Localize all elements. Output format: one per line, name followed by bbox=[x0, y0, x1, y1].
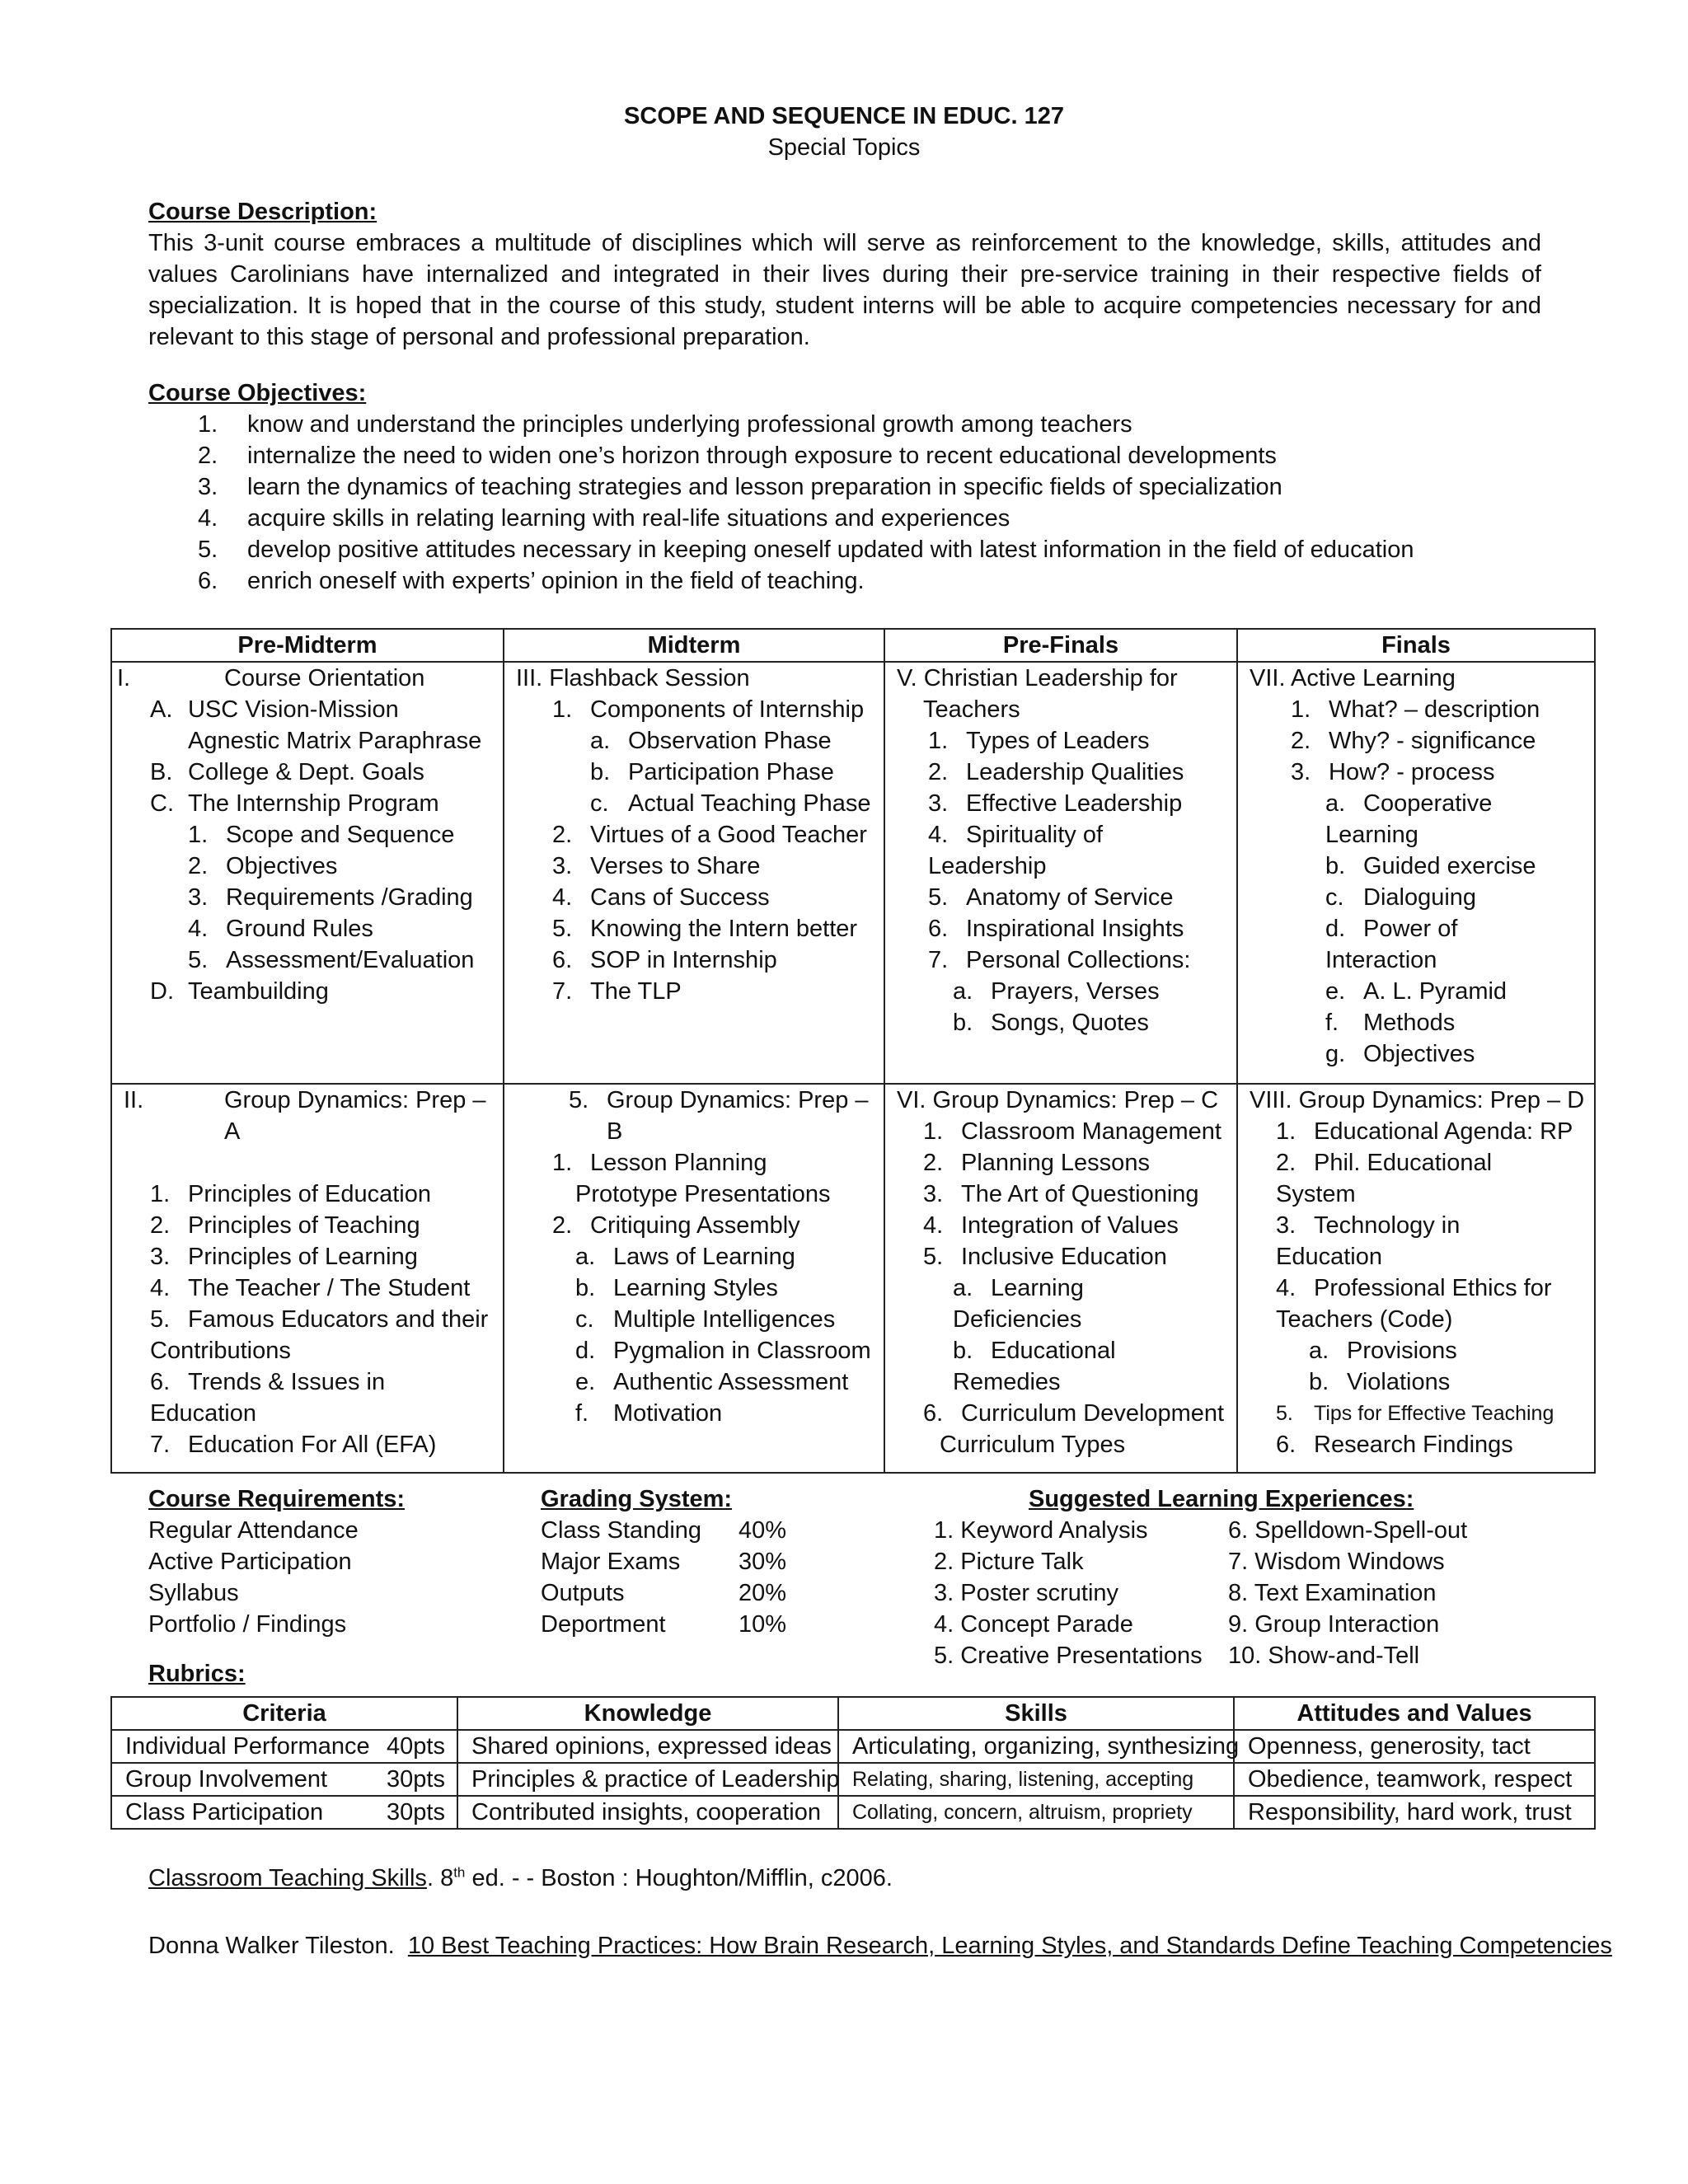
outline-item: 3. Principles of Learning bbox=[150, 1244, 418, 1270]
outline-item: 2. Objectives bbox=[188, 853, 338, 879]
rubric-knowledge: Principles & practice of Leadership bbox=[457, 1763, 838, 1796]
outline-item: Leadership bbox=[928, 853, 1047, 879]
experience-item: 1. Keyword Analysis bbox=[934, 1517, 1148, 1544]
outline-item: 6. Curriculum Development bbox=[923, 1400, 1225, 1427]
outline-item: System bbox=[1276, 1181, 1356, 1207]
outline-item: a. Cooperative bbox=[1325, 790, 1493, 817]
outline-item: 3. Verses to Share bbox=[552, 853, 761, 879]
outline-item: VII. Active Learning bbox=[1250, 665, 1456, 691]
outline-item: 3. Effective Leadership bbox=[928, 790, 1183, 817]
outline-item: 1. Lesson Planning bbox=[552, 1150, 767, 1176]
outline-item: Remedies bbox=[953, 1369, 1061, 1395]
requirement-item: Active Participation bbox=[148, 1549, 352, 1575]
rubric-skills: Articulating, organizing, synthesizing bbox=[838, 1730, 1234, 1763]
rubric-criteria: Individual Performance 40pts bbox=[111, 1730, 457, 1763]
course-objectives-heading: Course Objectives: bbox=[148, 380, 367, 406]
grading-label: Class Standing bbox=[541, 1517, 702, 1544]
outline-item: 4. Integration of Values bbox=[923, 1212, 1179, 1239]
outline-item: 2. Principles of Teaching bbox=[150, 1212, 420, 1239]
outline-item: 1. Types of Leaders bbox=[928, 728, 1150, 754]
grading-percent: 40% bbox=[738, 1517, 787, 1544]
outline-item: 1. Educational Agenda: RP bbox=[1276, 1118, 1573, 1145]
experience-item: 7. Wisdom Windows bbox=[1228, 1549, 1445, 1575]
requirement-item: Portfolio / Findings bbox=[148, 1611, 347, 1638]
grading-percent: 30% bbox=[738, 1549, 787, 1575]
outline-item: 5. Tips for Effective Teaching bbox=[1276, 1402, 1554, 1425]
outline-item: A bbox=[224, 1118, 241, 1145]
outline-item: 2. Critiquing Assembly bbox=[552, 1212, 800, 1239]
outline-item: a. Learning bbox=[953, 1275, 1084, 1301]
outline-item: 6. SOP in Internship bbox=[552, 947, 777, 973]
schedule-cell bbox=[1237, 662, 1595, 1084]
requirements-list bbox=[148, 1515, 359, 1640]
outline-item: 2. Why? - significance bbox=[1291, 728, 1536, 754]
reference-1-title: Classroom Teaching Skills bbox=[148, 1865, 427, 1891]
outline-item: Deficiencies bbox=[953, 1306, 1082, 1333]
schedule-cell bbox=[111, 1084, 504, 1473]
outline-item: D. Teambuilding bbox=[150, 978, 329, 1005]
rubric-knowledge: Shared opinions, expressed ideas bbox=[457, 1730, 838, 1763]
rubric-header-criteria: Criteria bbox=[111, 1697, 457, 1730]
outline-item: 6. Trends & Issues in bbox=[150, 1369, 386, 1395]
outline-item: B. College & Dept. Goals bbox=[150, 759, 424, 785]
objective-item: 5. develop positive attitudes necessary in keeping oneself updated with latest information in the field of education bbox=[198, 537, 1414, 563]
rubric-header-skills: Skills bbox=[838, 1697, 1234, 1730]
outline-item: 2. Leadership Qualities bbox=[928, 759, 1184, 785]
outline-item: a. Observation Phase bbox=[590, 728, 832, 754]
outline-item: 5. Anatomy of Service bbox=[928, 884, 1174, 911]
outline-item: 4. Professional Ethics for bbox=[1276, 1275, 1552, 1301]
grading-percent: 20% bbox=[738, 1580, 787, 1606]
outline-item: Prototype Presentations bbox=[575, 1181, 831, 1207]
grading-label: Deportment bbox=[541, 1611, 666, 1638]
outline-item: 1. Classroom Management bbox=[923, 1118, 1221, 1145]
outline-item: 5. Assessment/Evaluation bbox=[188, 947, 475, 973]
outline-item: 2. Virtues of a Good Teacher bbox=[552, 822, 867, 848]
grading-percent: 10% bbox=[738, 1611, 787, 1638]
grading-list bbox=[541, 1515, 821, 1640]
objective-item: 6. enrich oneself with experts’ opinion in the field of teaching. bbox=[198, 568, 865, 594]
outline-item: 3. How? - process bbox=[1291, 759, 1495, 785]
experience-item: 10. Show-and-Tell bbox=[1228, 1643, 1420, 1669]
reference-1: Classroom Teaching Skills. 8th ed. - - Boston : Houghton/Mifflin, c2006. bbox=[148, 1864, 893, 1891]
outline-item: 5. Knowing the Intern better bbox=[552, 916, 858, 942]
column-header-finals: Finals bbox=[1237, 629, 1595, 662]
rubric-attitudes: Openness, generosity, tact bbox=[1234, 1730, 1595, 1763]
outline-item: 4. Ground Rules bbox=[188, 916, 373, 942]
learning-experiences-heading: Suggested Learning Experiences: bbox=[1029, 1486, 1414, 1512]
reference-2-author: Donna Walker Tileston. bbox=[148, 1933, 408, 1959]
outline-item: g. Objectives bbox=[1325, 1041, 1475, 1067]
schedule-cell bbox=[504, 1084, 884, 1473]
grading-system-heading: Grading System: bbox=[541, 1486, 733, 1512]
rubric-header-attitudes: Attitudes and Values bbox=[1234, 1697, 1595, 1730]
outline-item: d. Pygmalion in Classroom bbox=[575, 1338, 871, 1364]
rubric-row bbox=[111, 1763, 1595, 1796]
schedule-row bbox=[111, 1084, 1595, 1473]
outline-item: VI. Group Dynamics: Prep – C bbox=[897, 1087, 1219, 1113]
outline-item: I. Course Orientation bbox=[117, 665, 425, 691]
outline-item: 7. Personal Collections: bbox=[928, 947, 1191, 973]
outline-item: 3. Requirements /Grading bbox=[188, 884, 473, 911]
objective-item: 4. acquire skills in relating learning with real-life situations and experiences bbox=[198, 505, 1010, 532]
outline-item: b. Learning Styles bbox=[575, 1275, 778, 1301]
experience-item: 4. Concept Parade bbox=[934, 1611, 1133, 1638]
objectives-list bbox=[198, 409, 1550, 597]
learning-experiences-column-2 bbox=[1228, 1515, 1467, 1671]
grading-row bbox=[541, 1609, 821, 1640]
outline-item: Curriculum Types bbox=[940, 1432, 1126, 1458]
page-title: SCOPE AND SEQUENCE IN EDUC. 127 bbox=[624, 103, 1064, 129]
outline-item: 2. Planning Lessons bbox=[923, 1150, 1150, 1176]
outline-item: 1. Components of Internship bbox=[552, 696, 865, 723]
column-header-pre-midterm: Pre-Midterm bbox=[111, 629, 504, 662]
outline-item: 5. Inclusive Education bbox=[923, 1244, 1167, 1270]
rubrics-table bbox=[110, 1696, 1596, 1830]
rubric-skills: Relating, sharing, listening, accepting bbox=[838, 1763, 1234, 1796]
outline-item: VIII. Group Dynamics: Prep – D bbox=[1250, 1087, 1585, 1113]
scope-sequence-table bbox=[110, 628, 1596, 1474]
schedule-cell bbox=[504, 662, 884, 1084]
outline-item: 3. Technology in bbox=[1276, 1212, 1461, 1239]
outline-item: 4. Spirituality of bbox=[928, 822, 1104, 848]
rubrics-heading: Rubrics: bbox=[148, 1661, 246, 1687]
requirement-item: Regular Attendance bbox=[148, 1517, 359, 1544]
outline-item: e. Authentic Assessment bbox=[575, 1369, 849, 1395]
outline-item: 5. Group Dynamics: Prep – bbox=[569, 1087, 869, 1113]
rubric-criteria: Class Participation 30pts bbox=[111, 1796, 457, 1829]
experience-item: 2. Picture Talk bbox=[934, 1549, 1084, 1575]
outline-item: b. Participation Phase bbox=[590, 759, 834, 785]
outline-item: 1. Principles of Education bbox=[150, 1181, 431, 1207]
outline-item: 7. The TLP bbox=[552, 978, 682, 1005]
outline-item: f. Methods bbox=[1325, 1010, 1456, 1036]
outline-item: c. Actual Teaching Phase bbox=[590, 790, 871, 817]
outline-item: a. Laws of Learning bbox=[575, 1244, 795, 1270]
course-description-heading: Course Description: bbox=[148, 199, 377, 225]
outline-item: a. Prayers, Verses bbox=[953, 978, 1160, 1005]
outline-item: b. Songs, Quotes bbox=[953, 1010, 1149, 1036]
outline-item: 7. Education For All (EFA) bbox=[150, 1432, 437, 1458]
outline-item: A. USC Vision-Mission bbox=[150, 696, 399, 723]
rubric-header-knowledge: Knowledge bbox=[457, 1697, 838, 1730]
grading-row bbox=[541, 1515, 821, 1546]
page-subtitle: Special Topics bbox=[767, 134, 921, 161]
outline-item: 1. What? – description bbox=[1291, 696, 1540, 723]
learning-experiences-column-1 bbox=[934, 1515, 1203, 1671]
rubric-attitudes: Responsibility, hard work, trust bbox=[1234, 1796, 1595, 1829]
schedule-cell bbox=[884, 1084, 1237, 1473]
reference-2 bbox=[148, 1930, 1612, 1961]
rubric-row bbox=[111, 1796, 1595, 1829]
outline-item: 4. The Teacher / The Student bbox=[150, 1275, 471, 1301]
experience-item: 5. Creative Presentations bbox=[934, 1643, 1203, 1669]
outline-item: Learning bbox=[1325, 822, 1418, 848]
outline-item: 4. Cans of Success bbox=[552, 884, 770, 911]
outline-item: III. Flashback Session bbox=[516, 665, 750, 691]
course-requirements-heading: Course Requirements: bbox=[148, 1486, 406, 1512]
outline-item: 5. Famous Educators and their bbox=[150, 1306, 489, 1333]
outline-item: e. A. L. Pyramid bbox=[1325, 978, 1507, 1005]
experience-item: 3. Poster scrutiny bbox=[934, 1580, 1119, 1606]
experience-item: 6. Spelldown-Spell-out bbox=[1228, 1517, 1468, 1544]
schedule-row bbox=[111, 662, 1595, 1084]
outline-item: V. Christian Leadership for bbox=[897, 665, 1178, 691]
outline-item: c. Multiple Intelligences bbox=[575, 1306, 836, 1333]
grading-label: Major Exams bbox=[541, 1549, 681, 1575]
outline-item: b. Educational bbox=[953, 1338, 1116, 1364]
experience-item: 8. Text Examination bbox=[1228, 1580, 1437, 1606]
outline-item: Teachers (Code) bbox=[1276, 1306, 1453, 1333]
objective-item: 3. learn the dynamics of teaching strategies and lesson preparation in specific fields of specialization bbox=[198, 474, 1282, 500]
course-description-text: This 3-unit course embraces a multitude of disciplines which will serve as reinforcement to the knowledge, skills, attitudes and values Carolinians have internalized and integrated in their lives during their pre-service training in their respective fields of specialization. It is hoped that in the course of this study, student interns will be able to acquire competencies necessary for and relevant to this stage of personal and professional preparation. bbox=[148, 230, 1541, 350]
outline-item: b. Violations bbox=[1309, 1369, 1451, 1395]
outline-item: 6. Inspirational Insights bbox=[928, 916, 1184, 942]
grading-label: Outputs bbox=[541, 1580, 625, 1606]
rubric-skills: Collating, concern, altruism, propriety bbox=[838, 1796, 1234, 1829]
rubric-attitudes: Obedience, teamwork, respect bbox=[1234, 1763, 1595, 1796]
outline-item: 6. Research Findings bbox=[1276, 1432, 1513, 1458]
grading-row bbox=[541, 1546, 821, 1577]
objective-item: 1. know and understand the principles underlying professional growth among teachers bbox=[198, 411, 1132, 438]
outline-item: a. Provisions bbox=[1309, 1338, 1457, 1364]
outline-item: Contributions bbox=[150, 1338, 291, 1364]
outline-item: 1. Scope and Sequence bbox=[188, 822, 455, 848]
outline-item: f. Motivation bbox=[575, 1400, 723, 1427]
outline-item: Agnestic Matrix Paraphrase bbox=[188, 728, 482, 754]
rubric-knowledge: Contributed insights, cooperation bbox=[457, 1796, 838, 1829]
column-header-midterm: Midterm bbox=[504, 629, 884, 662]
grading-row bbox=[541, 1577, 821, 1609]
outline-item: Education bbox=[1276, 1244, 1382, 1270]
outline-item: C. The Internship Program bbox=[150, 790, 439, 817]
outline-item: 3. The Art of Questioning bbox=[923, 1181, 1199, 1207]
outline-item: Interaction bbox=[1325, 947, 1437, 973]
reference-2-title: 10 Best Teaching Practices: How Brain Research, Learning Styles, and Standards Define Teaching Competencies bbox=[407, 1933, 1612, 1959]
schedule-cell bbox=[884, 662, 1237, 1084]
requirement-item: Syllabus bbox=[148, 1580, 239, 1606]
outline-item: b. Guided exercise bbox=[1325, 853, 1536, 879]
objective-item: 2. internalize the need to widen one’s horizon through exposure to recent educational developments bbox=[198, 443, 1277, 469]
outline-item: c. Dialoguing bbox=[1325, 884, 1477, 911]
schedule-cell bbox=[1237, 1084, 1595, 1473]
outline-item: d. Power of bbox=[1325, 916, 1458, 942]
outline-item: II. Group Dynamics: Prep – bbox=[124, 1087, 486, 1113]
column-header-pre-finals: Pre-Finals bbox=[884, 629, 1237, 662]
outline-item: Teachers bbox=[923, 696, 1020, 723]
outline-item: 2. Phil. Educational bbox=[1276, 1150, 1493, 1176]
outline-item: Education bbox=[150, 1400, 256, 1427]
rubric-row bbox=[111, 1730, 1595, 1763]
outline-item: B bbox=[607, 1118, 623, 1145]
rubric-criteria: Group Involvement 30pts bbox=[111, 1763, 457, 1796]
experience-item: 9. Group Interaction bbox=[1228, 1611, 1440, 1638]
outline-item bbox=[117, 1147, 498, 1179]
schedule-cell bbox=[111, 662, 504, 1084]
